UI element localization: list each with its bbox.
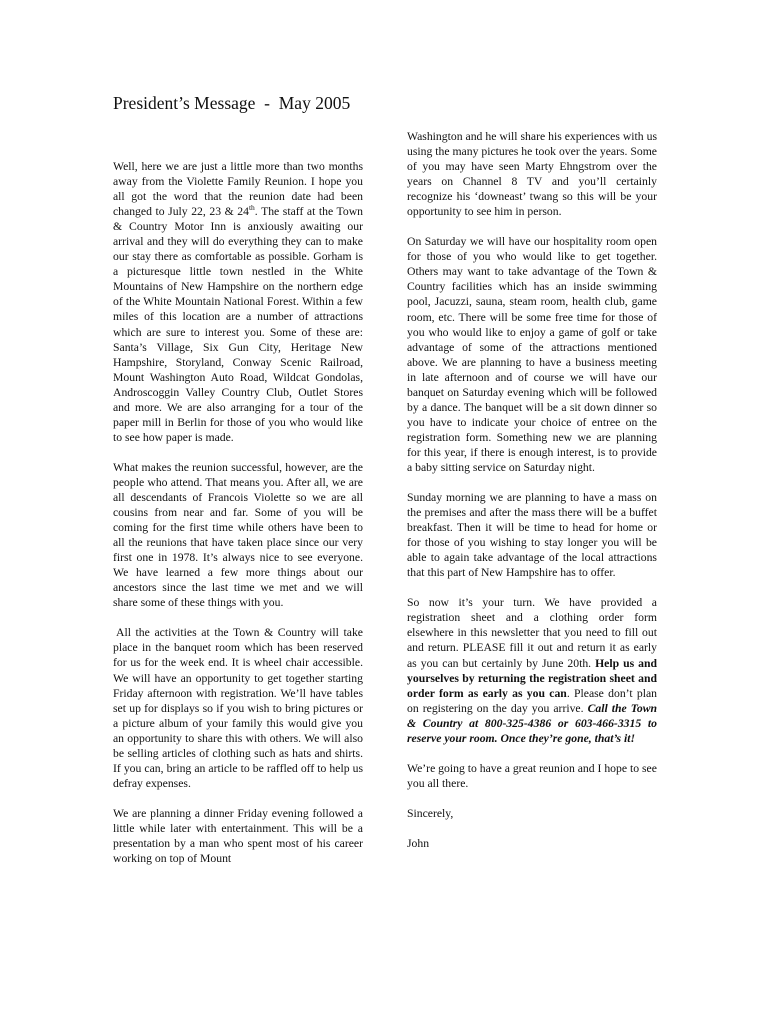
- right-column: [407, 129, 657, 866]
- paragraph-saturday: On Saturday we will have our hospitality room open for those of you who would like to get together. Others may want to take advantage of the Town & Country facilities which has an inside swimming pool, Jacuzzi, sauna, steam room, health club, game room, etc. There will be some free time for those of you who would like to enjoy a game of golf or take advantage of some of the attractions mentioned above. We are planning to have a business meeting in late afternoon and of course we will have our banquet on Saturday evening which will be followed by a dance. The banquet will be a sit down dinner so you have to indicate your choice of entree on the registration form. Something new we are planning for this year, if there is enough interest, is to provide a baby sitting service on Saturday night.: [407, 235, 657, 474]
- left-column: [113, 159, 363, 881]
- ordinal-suffix: th: [248, 203, 255, 213]
- intro-text-b: . The staff at the Town & Country Motor Inn is anxiously awaiting our arrival and they will do everything they can to make our stay there as comfortable as possible. Gorham is a picturesque little town nestled in the White Mountains of New Hampshire on the northern edge of the White Mountain National Forest. Within a few miles of this location are a number of attractions which are sure to interest you. Some of these are: Santa’s Village, Six Gun City, Heritage New Hampshire, Storyland, Conway Scenic Railroad, Mount Washington Auto Road, Wildcat Gondolas, Androscoggin Valley Country Club, Outlet Stores and more. We are also arranging for a tour of the paper mill in Berlin for those of you who would like to see how paper is made.: [113, 205, 363, 444]
- reservation-callout: Call the Town & Country at 800-325-4386 or 603-466-3315 to reserve your room. Once they’re gone, that’s it!: [407, 701, 657, 745]
- paragraph-sunday: Sunday morning we are planning to have a mass on the premises and after the mass there will be a buffet breakfast. Then it will be time to head for home or for those of you wishing to stay longer you will be able to again take advantage of the local attractions that this part of New Hampshire has to offer.: [407, 491, 657, 580]
- page-title: President’s Message - May 2005: [113, 93, 351, 113]
- paragraph-closing: We’re going to have a great reunion and I hope to see you all there.: [407, 761, 657, 790]
- registration-text-b: . Please don’t plan on registering on the day you arrive.: [407, 686, 657, 715]
- sign-off: Sincerely,: [407, 806, 454, 820]
- signature-name: John: [407, 836, 430, 850]
- registration-bold-text: Help us and yourselves by returning the registration sheet and order form as early as you can: [407, 656, 657, 700]
- paragraph-dinner: We are planning a dinner Friday evening followed a little while later with entertainment. This will be a presentation by a man who spent most of his career working on top of Mount: [113, 806, 363, 866]
- registration-text-a: So now it’s your turn. We have provided a registration sheet and a clothing order form elsewhere in this newsletter that you need to fill out and return. PLEASE fill it out and return it as early as you can but certainly by June 20th.: [407, 596, 657, 670]
- paragraph-activities: All the activities at the Town & Country will take place in the banquet room which has been reserved for us for the week end. It is wheel chair accessible. We will have an opportunity to get together starting Friday afternoon with registration. We’ll have tables set up for displays so if you wish to bring pictures or a picture album of your family this would give you an opportunity to share this with others. We will also be selling articles of clothing such as hats and shirts. If you can, bring an article to be raffled off to help us defray expenses.: [113, 626, 363, 790]
- intro-text-a: Well, here we are just a little more than two months away from the Violette Family Reunion. I hope you all got the word that the reunion date had been changed to July 22, 23 & 24: [113, 160, 363, 219]
- paragraph-intro: [113, 159, 363, 445]
- paragraph-presentation: Washington and he will share his experiences with us using the many pictures he took over the years. Some of you may have seen Marty Ehngstrom over the years on Channel 8 TV and you’ll certainly recognize his ‘downeast’ twang so this will be your opportunity to see him in person.: [407, 130, 657, 219]
- paragraph-attendees: What makes the reunion successful, however, are the people who attend. That means you. After all, we are all descendants of Francois Violette so we are all cousins from near and far. Some of you will be coming for the first time while others have been to all the reunions that have taken place since our very first one in 1978. It’s always nice to see everyone. We have learned a few more things about our ancestors since the last time we met and we will share some of these things with you.: [113, 460, 363, 610]
- paragraph-registration: [407, 595, 657, 745]
